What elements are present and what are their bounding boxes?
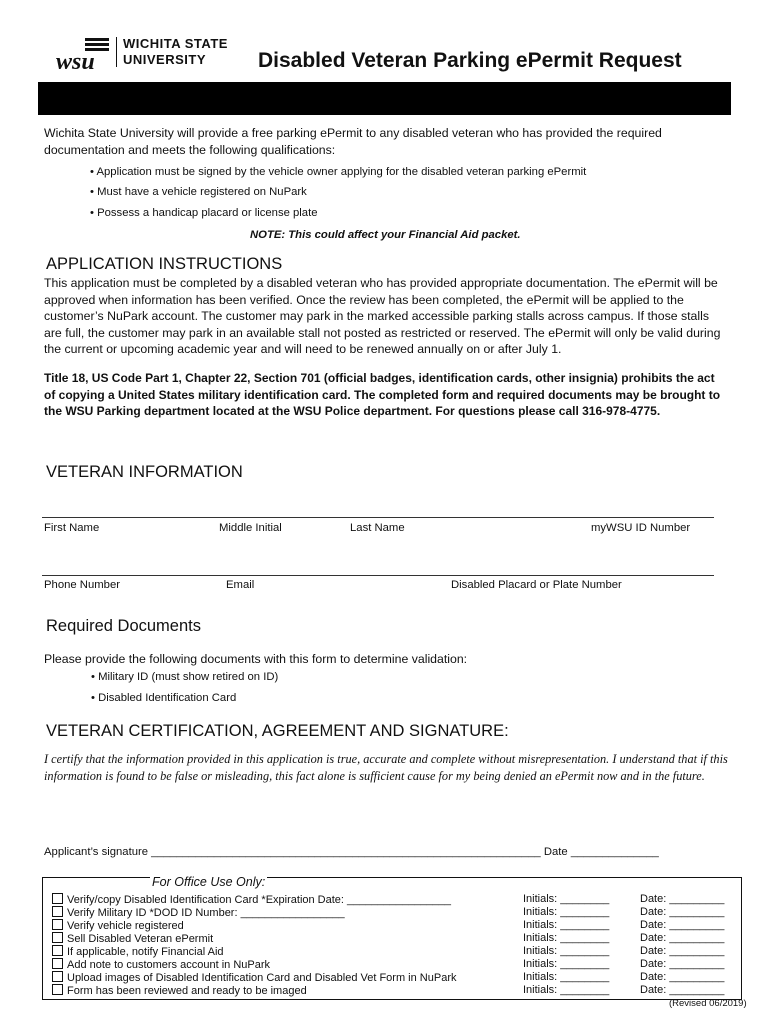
qualification-item: • Possess a handicap placard or license plate bbox=[90, 207, 318, 219]
qualification-item: • Must have a vehicle registered on NuPark bbox=[90, 186, 307, 198]
required-doc-item: • Disabled Identification Card bbox=[91, 692, 237, 704]
date-field[interactable]: Date: _________ bbox=[640, 958, 725, 970]
date-field[interactable]: Date: _________ bbox=[640, 971, 725, 983]
logo-divider bbox=[116, 37, 117, 67]
initials-field[interactable]: Initials: ________ bbox=[523, 958, 610, 970]
first-name-label: First Name bbox=[44, 522, 100, 534]
qualification-item: • Application must be signed by the vehicle owner applying for the disabled veteran parking ePermit bbox=[90, 166, 587, 178]
wsu-logo-mark bbox=[55, 38, 111, 72]
last-name-label: Last Name bbox=[350, 522, 405, 534]
placard-label: Disabled Placard or Plate Number bbox=[451, 579, 622, 591]
office-row[interactable]: Verify Military ID *DOD ID Number: _________________ bbox=[52, 906, 345, 919]
legal-notice: Title 18, US Code Part 1, Chapter 22, Section 701 (official badges, identification cards, other insignia) prohibits the act of copying a United States military identification card. The completed form and required documents may be brought to the WSU Parking department located at the WSU Police department. For questions please call 316-978-4775. bbox=[44, 371, 721, 418]
checkbox[interactable] bbox=[52, 893, 63, 904]
certification-heading: VETERAN CERTIFICATION, AGREEMENT AND SIGNATURE: bbox=[46, 722, 509, 740]
initials-field[interactable]: Initials: ________ bbox=[523, 906, 610, 918]
office-use-label: For Office Use Only: bbox=[152, 875, 266, 889]
contact-fields-line[interactable] bbox=[42, 575, 714, 576]
financial-aid-note: NOTE: This could affect your Financial Aid packet. bbox=[250, 229, 521, 241]
wsu-id-label: myWSU ID Number bbox=[591, 522, 691, 534]
page-title: Disabled Veteran Parking ePermit Request bbox=[258, 49, 682, 72]
checkbox[interactable] bbox=[52, 919, 63, 930]
initials-field[interactable]: Initials: ________ bbox=[523, 945, 610, 957]
date-field[interactable]: Date: _________ bbox=[640, 893, 725, 905]
veteran-info-heading: VETERAN INFORMATION bbox=[46, 463, 243, 481]
name-fields-line[interactable] bbox=[42, 517, 714, 518]
office-row[interactable]: Verify/copy Disabled Identification Card *Expiration Date: _________________ bbox=[52, 893, 451, 906]
checkbox[interactable] bbox=[52, 984, 63, 995]
checkbox[interactable] bbox=[52, 906, 63, 917]
initials-field[interactable]: Initials: ________ bbox=[523, 971, 610, 983]
required-doc-item: • Military ID (must show retired on ID) bbox=[91, 671, 279, 683]
date-field[interactable]: Date: _________ bbox=[640, 945, 725, 957]
office-row[interactable]: Verify vehicle registered bbox=[52, 919, 184, 932]
middle-initial-label: Middle Initial bbox=[219, 522, 282, 534]
header-bar bbox=[38, 82, 731, 115]
date-field[interactable]: Date: _________ bbox=[640, 919, 725, 931]
initials-field[interactable]: Initials: ________ bbox=[523, 932, 610, 944]
instructions-heading: APPLICATION INSTRUCTIONS bbox=[46, 255, 283, 273]
instructions-body: This application must be completed by a disabled veteran who has provided appropriate documentation. The ePermit will be approved when information has been verified. Once the review has been completed, the ePermit will be applied to the customer’s NuPark account. The customer may park in the marked accessible parking stalls across campus. If those stalls are full, the customer may park in an available stall not posted as restricted or reserved. The ePermit will only be valid during the current or upcoming academic year and will need to be renewed annually on or after July 1. bbox=[44, 276, 721, 356]
office-row[interactable]: Upload images of Disabled Identification Card and Disabled Vet Form in NuPark bbox=[52, 971, 456, 984]
office-row[interactable]: Form has been reviewed and ready to be imaged bbox=[52, 984, 307, 997]
signature-line[interactable]: Applicant’s signature ______________________________________________________________ Date ______________ bbox=[44, 846, 659, 858]
phone-label: Phone Number bbox=[44, 579, 120, 591]
required-docs-heading: Required Documents bbox=[46, 617, 201, 635]
checkbox[interactable] bbox=[52, 945, 63, 956]
date-field[interactable]: Date: _________ bbox=[640, 906, 725, 918]
logo-text-line1: WICHITA STATE bbox=[123, 36, 228, 51]
initials-field[interactable]: Initials: ________ bbox=[523, 919, 610, 931]
office-row[interactable]: Add note to customers account in NuPark bbox=[52, 958, 270, 971]
email-label: Email bbox=[226, 579, 255, 591]
svg-text:wsu: wsu bbox=[56, 49, 95, 72]
logo-text-line2: UNIVERSITY bbox=[123, 52, 207, 67]
office-row[interactable]: Sell Disabled Veteran ePermit bbox=[52, 932, 213, 945]
office-row[interactable]: If applicable, notify Financial Aid bbox=[52, 945, 224, 958]
checkbox[interactable] bbox=[52, 958, 63, 969]
intro-text: Wichita State University will provide a free parking ePermit to any disabled veteran who has provided the required documentation and meets the following qualifications: bbox=[44, 126, 662, 157]
initials-field[interactable]: Initials: ________ bbox=[523, 984, 610, 996]
checkbox[interactable] bbox=[52, 971, 63, 982]
initials-field[interactable]: Initials: ________ bbox=[523, 893, 610, 905]
certification-text: I certify that the information provided in this application is true, accurate and complete without misrepresentation. I understand that if this information is found to be false or misleading, this fact alone is sufficient cause for my being denied an ePermit now and in the future. bbox=[44, 752, 728, 783]
date-field[interactable]: Date: _________ bbox=[640, 984, 725, 996]
revision-date: (Revised 06/2019) bbox=[669, 998, 747, 1009]
date-field[interactable]: Date: _________ bbox=[640, 932, 725, 944]
checkbox[interactable] bbox=[52, 932, 63, 943]
required-docs-intro: Please provide the following documents with this form to determine validation: bbox=[44, 652, 468, 666]
